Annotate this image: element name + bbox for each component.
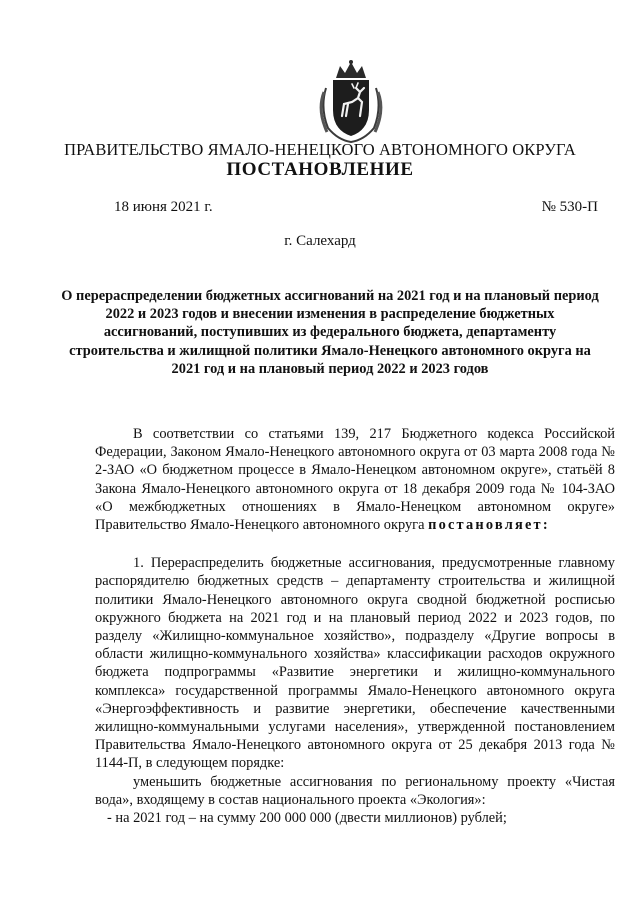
document-subject: О перераспределении бюджетных ассигнований на 2021 год и на плановый период 2022 и 2023 годов и внесении изменения в распределение бюджетных ассигнований, поступивших из федерального бюджета, департаменту строительства и жилищной политики Ямало-Ненецкого автономного округа на 2021 год и на плановый период 2022 и 2023 годов bbox=[61, 288, 599, 377]
coat-of-arms-icon bbox=[318, 58, 384, 144]
document-type: ПОСТАНОВЛЕНИЕ bbox=[226, 159, 414, 180]
paragraph-2021-amount: - на 2021 год – на сумму 200 000 000 (двести миллионов) рублей; bbox=[107, 810, 507, 827]
document-date: 18 июня 2021 г. bbox=[114, 199, 213, 215]
resolves-word: постановляет: bbox=[428, 517, 550, 534]
paragraph-preamble bbox=[95, 425, 615, 534]
government-title: ПРАВИТЕЛЬСТВО ЯМАЛО-НЕНЕЦКОГО АВТОНОМНОГО ОКРУГА bbox=[64, 140, 576, 159]
document-body bbox=[95, 425, 615, 827]
document-number: № 530-П bbox=[541, 199, 598, 215]
document-city: г. Салехард bbox=[284, 233, 356, 249]
paragraph-reduce: уменьшить бюджетные ассигнования по региональному проекту «Чистая вода», входящему в состав национального проекта «Экология»: bbox=[95, 773, 615, 808]
paragraph-item-1: 1. Перераспределить бюджетные ассигнования, предусмотренные главному распорядителю бюджетных средств – департаменту строительства и жилищной политики Ямало-Ненецкого автономного округа сводной бюджетной росписью окружного бюджета на 2021 год и на плановый период 2022 и 2023 годов, по разделу «Жилищно-коммунальное хозяйство», подразделу «Другие вопросы в области жилищно-коммунального хозяйства» классификации расходов окружного бюджета подпрограммы «Развитие энергетики и жилищно-коммунального комплекса» государственной программы Ямало-Ненецкого автономного округа «Энергоэффективность и развитие энергетики, обеспечение качественными жилищно-коммунальными услугами населения», утвержденной постановлением Правительства Ямало-Ненецкого автономного округа от 25 декабря 2013 года № 1144-П, в следующем порядке: bbox=[95, 555, 615, 772]
preamble-text: В соответствии со статьями 139, 217 Бюджетного кодекса Российской Федерации, Законом Ямало-Ненецкого автономного округа от 03 марта 2008 года № 2-ЗАО «О бюджетном процессе в Ямало-Ненецком автономном округе», статьёй 8 Закона Ямало-Ненецкого автономного округа от 18 декабря 2009 года № 104-ЗАО «О межбюджетных отношениях в Ямало-Ненецком автономном округе» Правительство Ямало-Ненецкого автономного округа bbox=[95, 426, 615, 534]
